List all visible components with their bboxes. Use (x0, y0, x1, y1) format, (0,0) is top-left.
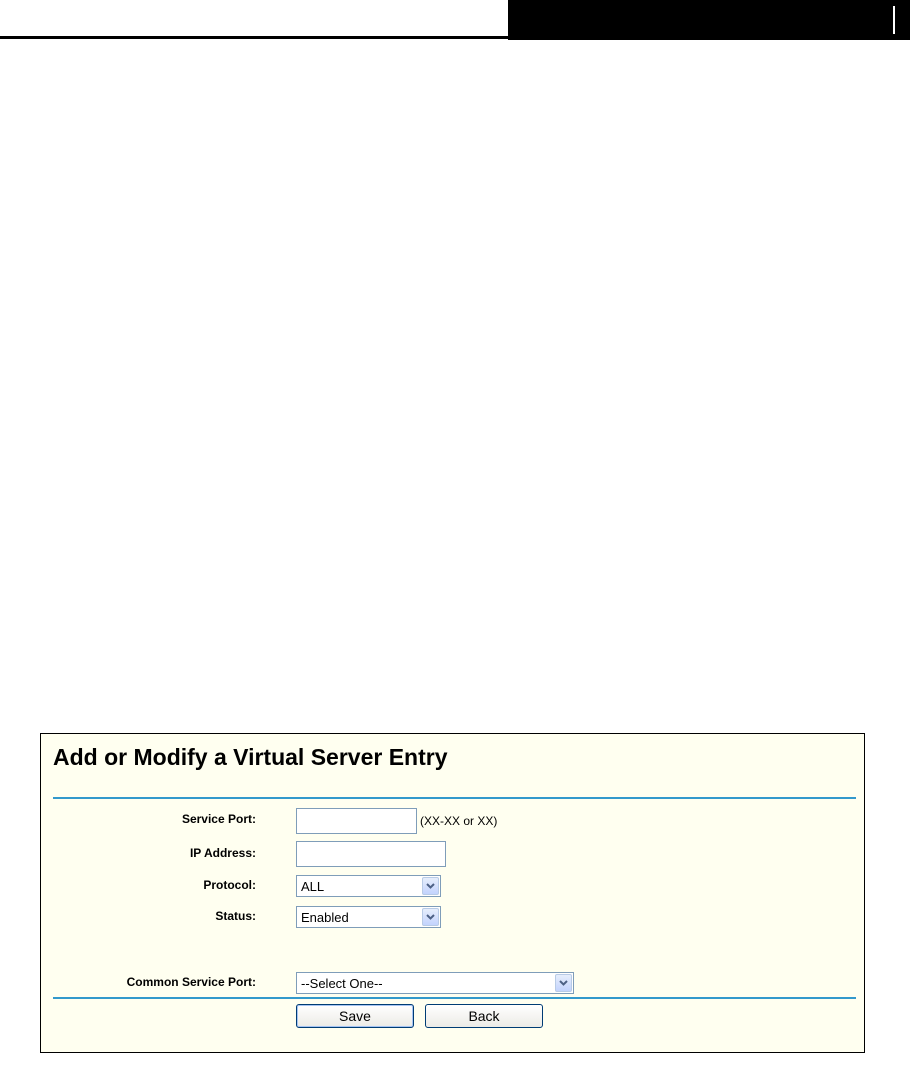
save-button[interactable]: Save (296, 1004, 414, 1028)
service-port-input[interactable] (296, 808, 417, 834)
common-service-port-select[interactable] (296, 972, 574, 994)
status-select[interactable] (296, 906, 441, 928)
header-block (508, 0, 910, 40)
common-service-port-selected-value: --Select One-- (301, 976, 383, 991)
status-label: Status: (215, 909, 256, 923)
header-rule (0, 36, 508, 39)
protocol-selected-value: ALL (301, 879, 325, 894)
protocol-label: Protocol: (203, 878, 256, 892)
back-button[interactable]: Back (425, 1004, 543, 1028)
panel-title: Add or Modify a Virtual Server Entry (53, 744, 448, 770)
ip-address-label: IP Address: (189, 846, 256, 860)
chevron-down-icon[interactable] (422, 877, 439, 895)
ip-address-input[interactable] (296, 841, 446, 867)
chevron-down-icon[interactable] (422, 908, 439, 926)
status-selected-value: Enabled (301, 910, 349, 925)
button-divider (53, 997, 856, 999)
title-divider (53, 797, 856, 799)
service-port-format-hint: (XX-XX or XX) (420, 814, 498, 828)
service-port-label: Service Port: (181, 812, 256, 826)
common-service-port-label: Common Service Port: (126, 975, 256, 989)
chevron-down-icon[interactable] (555, 974, 572, 992)
protocol-select[interactable] (296, 875, 441, 897)
virtual-server-entry-panel (40, 733, 865, 1053)
header-divider (893, 6, 895, 34)
